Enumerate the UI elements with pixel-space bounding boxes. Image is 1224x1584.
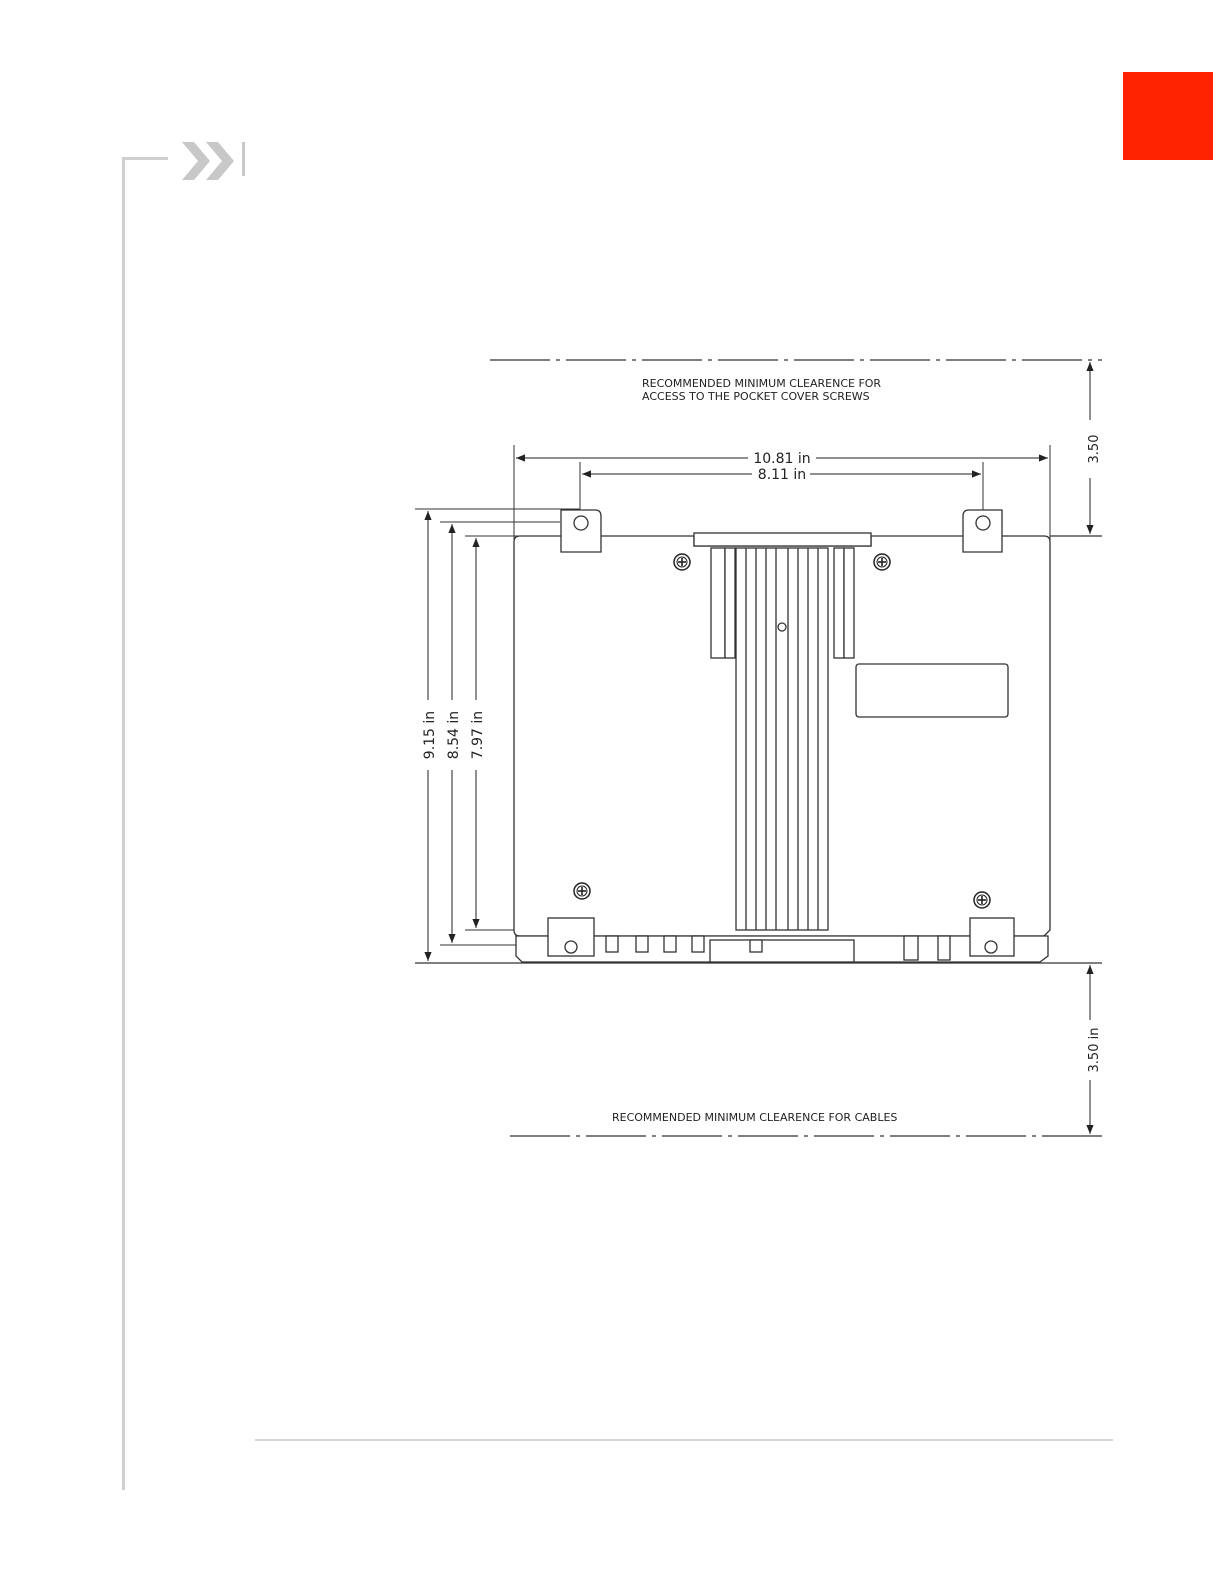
bottom-note: RECOMMENDED MINIMUM CLEARENCE FOR CABLES bbox=[612, 1111, 898, 1124]
dim-height-overall: 9.15 in bbox=[422, 710, 438, 760]
dim-height-mid: 8.54 in bbox=[446, 710, 462, 760]
phillips-screw-icon bbox=[574, 883, 590, 899]
top-note-line2: ACCESS TO THE POCKET COVER SCREWS bbox=[642, 390, 870, 403]
dim-width-overall: 10.81 in bbox=[753, 451, 811, 467]
top-note-line1: RECOMMENDED MINIMUM CLEARENCE FOR bbox=[642, 377, 882, 390]
dim-clearance-top: 3.50 bbox=[1087, 434, 1102, 464]
phillips-screw-icon bbox=[874, 554, 890, 570]
phillips-screw-icon bbox=[674, 554, 690, 570]
phillips-screw-icon bbox=[974, 892, 990, 908]
dim-clearance-bottom: 3.50 in bbox=[1087, 1027, 1102, 1073]
device-outline bbox=[514, 510, 1050, 962]
dim-width-holes: 8.11 in bbox=[757, 467, 807, 483]
dim-height-body: 7.97 in bbox=[470, 710, 486, 760]
